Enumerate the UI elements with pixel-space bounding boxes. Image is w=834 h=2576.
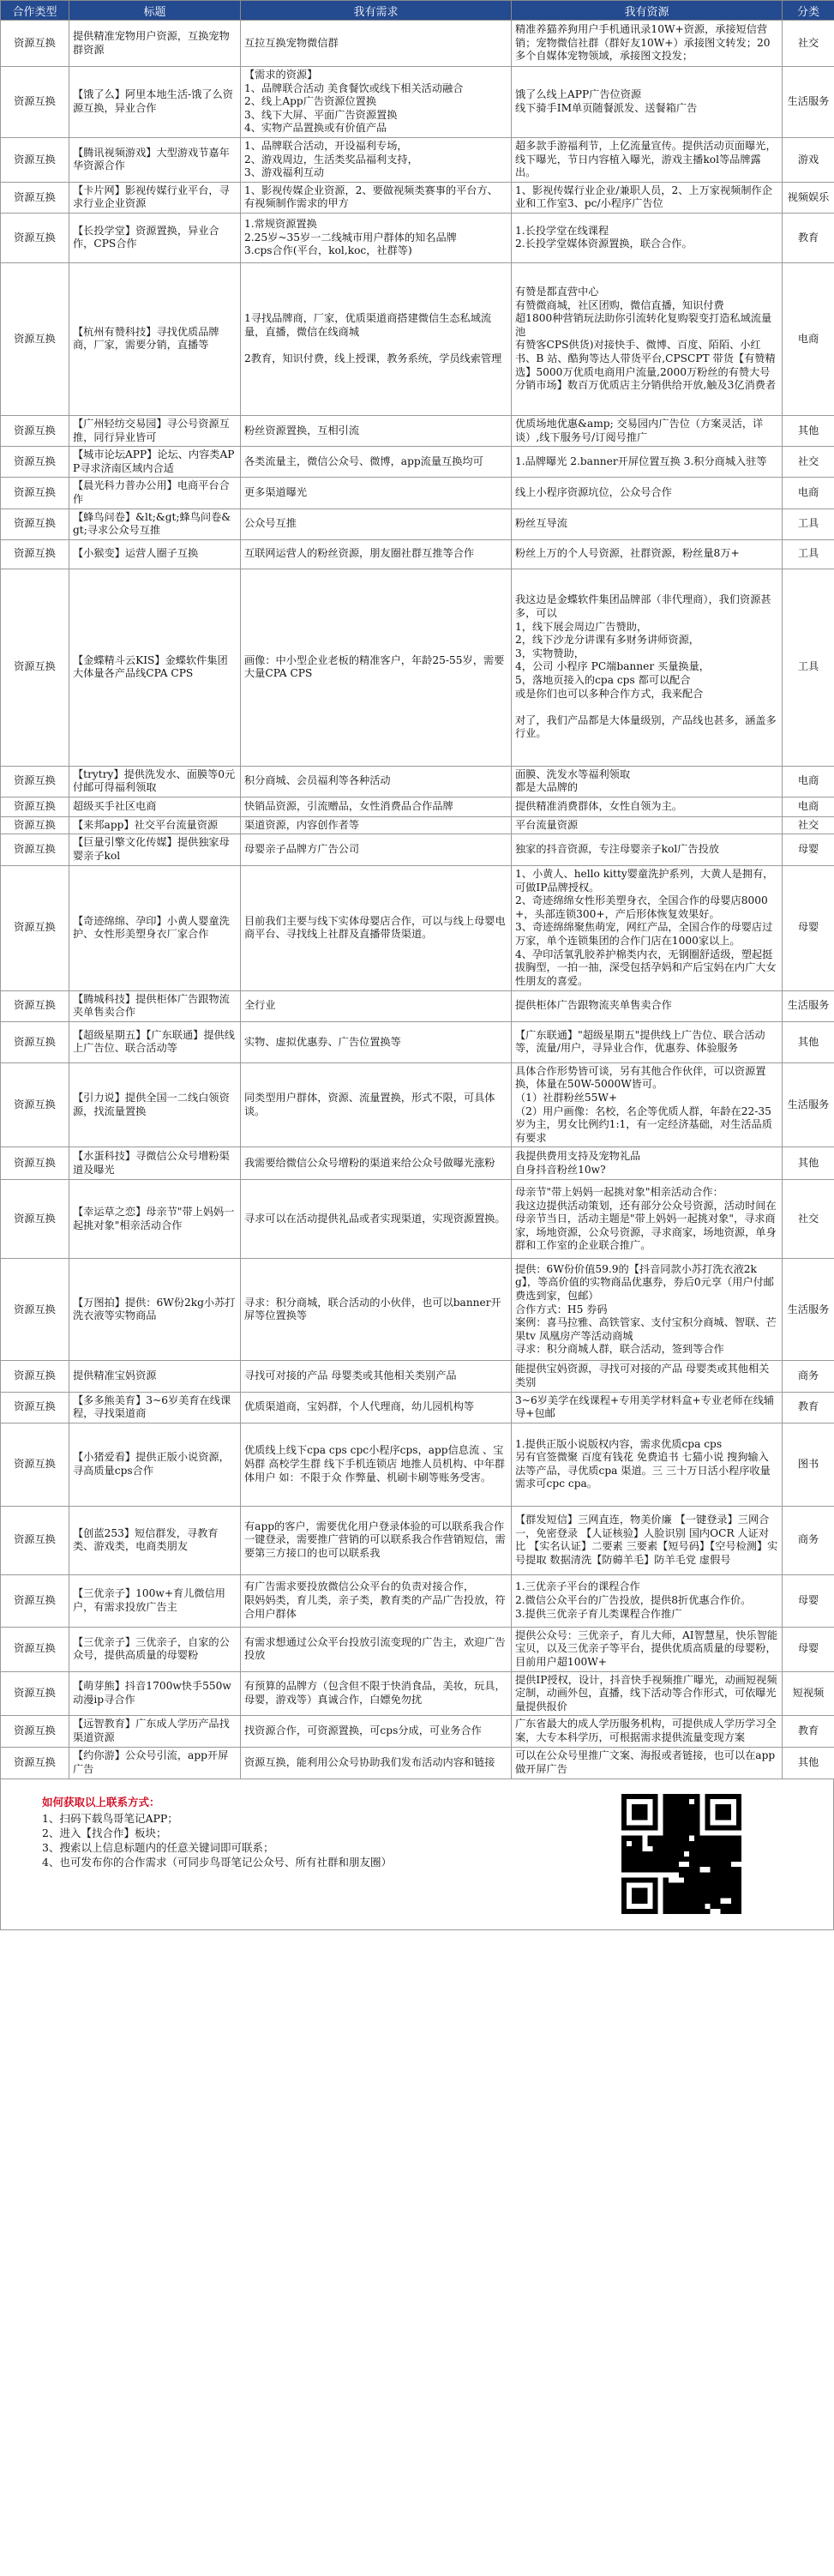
cell-need: 寻求：积分商城，联合活动的小伙伴，也可以banner开屏等位置换等 xyxy=(241,1259,512,1361)
cell-resource: 饿了么线上APP广告位资源 线下骑手IM单页随餐派发、送餐箱广告 xyxy=(512,67,783,138)
cell-need: 各类流量主，微信公众号、微博，app流量互换均可 xyxy=(241,447,512,478)
cell-title: 【小猴变】运营人圈子互换 xyxy=(69,539,241,569)
cell-category: 电商 xyxy=(783,797,834,816)
cell-category: 教育 xyxy=(783,1716,834,1747)
cell-category: 短视频 xyxy=(783,1671,834,1716)
cell-title: 【来邦app】社交平台流量资源 xyxy=(69,816,241,834)
cell-category: 生活服务 xyxy=(783,990,834,1021)
header-resource: 我有资源 xyxy=(512,1,783,21)
cell-type: 资源互换 xyxy=(1,1021,69,1062)
cell-resource: 1.提供正版小说版权内容，需求优质cpa cps 另有官签微聚 百度有钱花 免费追书 七猫小说 搜狗输入法等产品，寻优质cpa 渠道。三 三十万日活小程序收量 需求可cpc cpa。 xyxy=(512,1423,783,1506)
cell-title: 【腾城科技】提供柜体广告跟物流夹单售卖合作 xyxy=(69,990,241,1021)
cell-type: 资源互换 xyxy=(1,213,69,262)
cell-category: 生活服务 xyxy=(783,1062,834,1147)
cell-category: 教育 xyxy=(783,1392,834,1423)
table-row xyxy=(1,1671,834,1716)
cell-title: 【卡片网】影视传媒行业平台，寻求行业企业资源 xyxy=(69,182,241,213)
cell-type: 资源互换 xyxy=(1,1361,69,1392)
table-row xyxy=(1,1259,834,1361)
cell-type: 资源互换 xyxy=(1,990,69,1021)
cell-resource: 母亲节"带上妈妈一起挑对象"相亲活动合作： 我这边提供活动策划，还有部分公众号资源，活动时间在母亲节当日，活动主题是"带上妈妈一起挑对象"，寻求商家，场地资源，公众号资源，寻求商家，场地资源，单身群和工作室的企业联合推广。 xyxy=(512,1180,783,1259)
cell-title: 【金蝶精斗云KIS】金蝶软件集团大体量各产品线CPA CPS xyxy=(69,569,241,766)
cell-title: 【广州轻纺交易园】寻公号资源互推，同行异业皆可 xyxy=(69,415,241,446)
table-row xyxy=(1,21,834,67)
cell-resource: 面膜、洗发水等福利领取 都是大品牌的 xyxy=(512,766,783,797)
cell-resource: 粉丝互导流 xyxy=(512,509,783,539)
cell-category: 商务 xyxy=(783,1361,834,1392)
cell-need: 1、影视传媒企业资源，2、要做视频类赛事的平台方、有视频制作需求的甲方 xyxy=(241,182,512,213)
cell-type: 资源互换 xyxy=(1,1671,69,1716)
cell-type: 资源互换 xyxy=(1,865,69,990)
cell-title: 【trytry】提供洗发水、面膜等0元付邮可得福利领取 xyxy=(69,766,241,797)
cell-category: 生活服务 xyxy=(783,67,834,138)
table-row xyxy=(1,1147,834,1180)
table-row xyxy=(1,1716,834,1747)
cell-type: 资源互换 xyxy=(1,21,69,67)
cell-title: 【远智教育】广东成人学历产品找渠道资源 xyxy=(69,1716,241,1747)
table-row xyxy=(1,1423,834,1506)
header-category: 分类 xyxy=(783,1,834,21)
cell-type: 资源互换 xyxy=(1,447,69,478)
table-row xyxy=(1,137,834,182)
cell-category: 其他 xyxy=(783,415,834,446)
table-row xyxy=(1,447,834,478)
cell-type: 资源互换 xyxy=(1,766,69,797)
contact-step: 2、进入【找合作】板块； xyxy=(42,1826,167,1839)
cell-type: 资源互换 xyxy=(1,415,69,446)
cell-need: 画像：中小型企业老板的精准客户，年龄25-55岁，需要大量CPA CPS xyxy=(241,569,512,766)
cell-need: 更多渠道曝光 xyxy=(241,478,512,509)
cell-resource: 1.三优亲子平台的课程合作 2.微信公众平台的广告投放，提供8折优惠合作价。 3.提供三优亲子育儿类课程合作推广 xyxy=(512,1574,783,1627)
table-row xyxy=(1,1062,834,1147)
cell-title: 【奇迹绵绵、孕印】小黄人婴童洗护、女性形美塑身衣厂家合作 xyxy=(69,865,241,990)
cell-resource: 广东省最大的成人学历服务机构，可提供成人学历学习全案，大专本科学历，可根据需求提供流量变现方案 xyxy=(512,1716,783,1747)
cell-need: 优质渠道商，宝妈群，个人代理商，幼儿园机构等 xyxy=(241,1392,512,1423)
table-row xyxy=(1,1361,834,1392)
table-row xyxy=(1,182,834,213)
cell-need: 积分商城、会员福利等各种活动 xyxy=(241,766,512,797)
cell-title: 【小猪爱看】提供正版小说资源，寻高质量cps合作 xyxy=(69,1423,241,1506)
cell-category: 社交 xyxy=(783,816,834,834)
cell-need: 互拉互换宠物微信群 xyxy=(241,21,512,67)
cell-category: 视频娱乐 xyxy=(783,182,834,213)
cell-category: 其他 xyxy=(783,1747,834,1779)
cell-title: 【创蓝253】短信群发，寻教育类、游戏类，电商类朋友 xyxy=(69,1506,241,1574)
table-row xyxy=(1,865,834,990)
cell-type: 资源互换 xyxy=(1,1574,69,1627)
cell-type: 资源互换 xyxy=(1,1062,69,1147)
cell-category: 教育 xyxy=(783,213,834,262)
contact-instructions xyxy=(1,1779,530,1929)
cell-resource: 【广东联通】"超级星期五"提供线上广告位、联合活动等，流量/用户，寻异业合作，优惠券、体验服务 xyxy=(512,1021,783,1062)
cell-category: 工具 xyxy=(783,509,834,539)
contact-footer xyxy=(0,1779,834,1930)
cell-resource: 可以在公众号里推广文案、海报或者链接，也可以在app做开屏广告 xyxy=(512,1747,783,1779)
cell-type: 资源互换 xyxy=(1,1180,69,1259)
contact-title: 如何获取以上联系方式： xyxy=(42,1795,160,1809)
cell-title: 提供精准宠物用户资源，互换宠物群资源 xyxy=(69,21,241,67)
cell-title: 【杭州有赞科技】寻找优质品牌商，厂家，需要分销，直播等 xyxy=(69,262,241,415)
cell-need: 寻求可以在活动提供礼品或者实现渠道，实现资源置换。 xyxy=(241,1180,512,1259)
cell-need: 实物、虚拟优惠券、广告位置换等 xyxy=(241,1021,512,1062)
contact-step: 1、扫码下载鸟哥笔记APP； xyxy=(42,1811,178,1825)
table-row xyxy=(1,1574,834,1627)
table-row xyxy=(1,539,834,569)
cell-need: 1、品牌联合活动，开设福利专场， 2、游戏周边，生活类奖品福利支持， 3、游戏福利互动 xyxy=(241,137,512,182)
table-row xyxy=(1,569,834,766)
cell-resource: 具体合作形势皆可谈，另有其他合作伙伴，可以资源置换，体量在50W-5000W皆可。 （1）社群粉丝55W+ （2）用户画像：名校，名企等优质人群，年龄在22-35岁为主，男女比例约1:1，有一定经济基础，对生活品质有要求 xyxy=(512,1062,783,1147)
cell-category: 母婴 xyxy=(783,834,834,865)
qr-code-area xyxy=(530,1779,833,1929)
cell-resource: 1.品牌曝光 2.banner开屏位置互换 3.积分商城入驻等 xyxy=(512,447,783,478)
cell-resource: 1.长投学堂在线课程 2.长投学堂媒体资源置换，联合合作。 xyxy=(512,213,783,262)
cell-category: 社交 xyxy=(783,21,834,67)
cell-resource: 我提供费用支持及宠物礼品 自身抖音粉丝10w? xyxy=(512,1147,783,1180)
cell-need: 渠道资源，内容创作者等 xyxy=(241,816,512,834)
table-body xyxy=(1,21,834,1779)
cell-title: 【晨光科力普办公用】电商平台合作 xyxy=(69,478,241,509)
cell-resource: 精准养猫养狗用户手机通讯录10W+资源，承接短信营销；宠物微信社群（群好友10W+）承接图文转发；20多个自媒体宠物领域，承接图文投发； xyxy=(512,21,783,67)
cell-type: 资源互换 xyxy=(1,67,69,138)
header-type: 合作类型 xyxy=(1,1,69,21)
cell-title: 【饿了么】阿里本地生活-饿了么资源互换，异业合作 xyxy=(69,67,241,138)
cell-type: 资源互换 xyxy=(1,539,69,569)
table-row xyxy=(1,1506,834,1574)
cell-category: 生活服务 xyxy=(783,1259,834,1361)
cell-resource: 独家的抖音资源，专注母婴亲子kol广告投放 xyxy=(512,834,783,865)
cell-title: 【腾讯视频游戏】大型游戏节嘉年华资源合作 xyxy=(69,137,241,182)
cell-category: 工具 xyxy=(783,539,834,569)
cell-need: 寻找可对接的产品 母婴类或其他相关类别产品 xyxy=(241,1361,512,1392)
cell-need: 优质线上线下cpa cps cpc小程序cps，app信息流 、宝妈群 高校学生群 线下手机连锁店 地推人员机构、中年群体用户 如：不限于众 作弊量、机刷卡刷等账务受害。 xyxy=(241,1423,512,1506)
cell-category: 社交 xyxy=(783,1180,834,1259)
cell-resource: 我这边是金蝶软件集团品牌部（非代理商），我们资源甚多，可以 1，线下展会周边广告赞助， 2，线下沙龙分讲课有多财务讲师资源， 3，实物赞助， 4，公司 小程序 PC端banner 买量换量， 5，落地页接入的cpa cps 都可以配合 或是你们也可以多种合作方式，我来配合 对了，我们产品都是大体量级别，产品线也甚多，涵盖多行业。 xyxy=(512,569,783,766)
table-row xyxy=(1,797,834,816)
table-row xyxy=(1,834,834,865)
cell-category: 电商 xyxy=(783,766,834,797)
cell-category: 图书 xyxy=(783,1423,834,1506)
cell-resource: 【群发短信】三网直连，物美价廉 【一键登录】三网合一，免密登录 【人证核验】人脸识别 国内OCR 人证对比 【实名认证】二要素 三要素【短号码】【空号检测】实号提取 数据清洗【防薅羊毛】防羊毛党 虚假号 xyxy=(512,1506,783,1574)
cell-title: 【约你游】公众号引流，app开屏广告 xyxy=(69,1747,241,1779)
cell-category: 母婴 xyxy=(783,865,834,990)
cell-need: 全行业 xyxy=(241,990,512,1021)
cell-resource: 优质场地优惠&amp; 交易园内广告位（方案灵活，详谈）,线下服务号/订阅号推广 xyxy=(512,415,783,446)
table-row xyxy=(1,1627,834,1671)
header-title: 标题 xyxy=(69,1,241,21)
cell-need: 找资源合作，可资源置换，可cps分成，可业务合作 xyxy=(241,1716,512,1747)
cell-need: 粉丝资源置换，互相引流 xyxy=(241,415,512,446)
cell-category: 母婴 xyxy=(783,1574,834,1627)
cell-title: 超级买手社区电商 xyxy=(69,797,241,816)
cell-type: 资源互换 xyxy=(1,1627,69,1671)
cell-category: 电商 xyxy=(783,478,834,509)
cell-category: 工具 xyxy=(783,569,834,766)
cell-resource: 提供IP授权，设计，抖音快手视频推广曝光，动画短视频定制，动画外包，直播，线下活动等合作形式，可依曝光量提供报价 xyxy=(512,1671,783,1716)
cell-resource: 平台流量资源 xyxy=(512,816,783,834)
cell-need: 1.常规资源置换 2.25岁~35岁一二线城市用户群体的知名品牌 3.cps合作(平台，kol,koc，社群等) xyxy=(241,213,512,262)
table-row xyxy=(1,990,834,1021)
cell-resource: 提供公众号：三优亲子，育儿大师，AI智慧星，快乐智能宝贝，以及三优亲子等平台，提供优质高质量的母婴粉，目前用户超100W+ xyxy=(512,1627,783,1671)
cell-resource: 1、影视传媒行业企业/兼职人员，2、上万家视频制作企业和工作室3、pc/小程序广告位 xyxy=(512,182,783,213)
cell-resource: 提供：6W份价值59.9的【抖音同款小苏打洗衣液2kg】，等高价值的实物商品优惠券，券后0元享（用户付邮费选到家，包邮） 合作方式：H5 券码 案例：喜马拉雅、高铁管家、支付宝积分商城、智联、芒果tv 凤凰房产等活动商城 寻求：积分商城人群，联合活动，签到等合作 xyxy=(512,1259,783,1361)
cell-type: 资源互换 xyxy=(1,478,69,509)
cell-need: 资源互换，能利用公众号协助我们发布活动内容和链接 xyxy=(241,1747,512,1779)
cell-type: 资源互换 xyxy=(1,1259,69,1361)
cell-resource: 能提供宝妈资源，寻找可对接的产品 母婴类或其他相关类别 xyxy=(512,1361,783,1392)
cell-need: 有预算的品牌方（包含但不限于快消食品，美妆，玩具，母婴，游戏等）真诚合作，白嫖免勿扰 xyxy=(241,1671,512,1716)
cell-type: 资源互换 xyxy=(1,182,69,213)
cell-type: 资源互换 xyxy=(1,1716,69,1747)
cell-title: 【多多熊美育】3~6岁美育在线课程，寻找渠道商 xyxy=(69,1392,241,1423)
cell-title: 【超级星期五】【广东联通】提供线上广告位、联合活动等 xyxy=(69,1021,241,1062)
table-row xyxy=(1,67,834,138)
cell-title: 【万图拍】提供：6W份2kg小苏打洗衣液等实物商品 xyxy=(69,1259,241,1361)
cell-title: 【引力说】提供全国一二线白领资源，找流量置换 xyxy=(69,1062,241,1147)
cell-category: 游戏 xyxy=(783,137,834,182)
cell-resource: 提供精准消费群体，女性自领为主。 xyxy=(512,797,783,816)
header-row xyxy=(1,1,834,21)
cell-need: 1寻找品牌商，厂家，优质渠道商搭建微信生态私域流量，直播，微信在线商城 2教育，知识付费，线上授课，教务系统，学员线索管理 xyxy=(241,262,512,415)
table-row xyxy=(1,478,834,509)
cell-type: 资源互换 xyxy=(1,1506,69,1574)
table-row xyxy=(1,766,834,797)
table-row xyxy=(1,415,834,446)
cell-type: 资源互换 xyxy=(1,834,69,865)
cell-title: 【长投学堂】资源置换，异业合作，CPS合作 xyxy=(69,213,241,262)
cell-title: 【城市论坛APP】论坛、内容类APP寻求济南区域内合适 xyxy=(69,447,241,478)
cell-type: 资源互换 xyxy=(1,509,69,539)
cell-need: 【需求的资源】 1、品牌联合活动 美食餐饮或线下相关活动融合 2、线上App广告资源位置换 3、线下大屏、平面广告资源置换 4、实物产品置换或有价值产品 xyxy=(241,67,512,138)
cell-need: 目前我们主要与线下实体母婴店合作，可以与线上母婴电商平台、寻找线上社群及直播带货渠道。 xyxy=(241,865,512,990)
cell-need: 有广告需求要投放微信公众平台的负责对接合作， 限妈妈类，育儿类，亲子类，教育类的产品广告投放，符合用户群体 xyxy=(241,1574,512,1627)
table-row xyxy=(1,1021,834,1062)
contact-step: 4、也可发布你的合作需求（可同步鸟哥笔记公众号、所有社群和朋友圈） xyxy=(42,1855,392,1869)
cell-category: 电商 xyxy=(783,262,834,415)
cell-resource: 超多款手游福利节，上亿流量宣传。提供活动页面曝光，线下曝光，节日内容植入曝光，游戏主播kol等品牌露出。 xyxy=(512,137,783,182)
cell-resource: 粉丝上万的个人号资源，社群资源，粉丝量8万+ xyxy=(512,539,783,569)
cell-need: 有需求想通过公众平台投放引流变现的广告主，欢迎广告投放 xyxy=(241,1627,512,1671)
cell-category: 商务 xyxy=(783,1506,834,1574)
table-row xyxy=(1,509,834,539)
cell-resource: 线上小程序资源坑位，公众号合作 xyxy=(512,478,783,509)
table-row xyxy=(1,262,834,415)
cell-type: 资源互换 xyxy=(1,262,69,415)
table-row xyxy=(1,1180,834,1259)
cell-category: 社交 xyxy=(783,447,834,478)
cell-title: 【萌芽熊】抖音1700w快手550w动漫ip寻合作 xyxy=(69,1671,241,1716)
cell-need: 我需要给微信公众号增粉的渠道来给公众号做曝光涨粉 xyxy=(241,1147,512,1180)
cell-type: 资源互换 xyxy=(1,1747,69,1779)
cell-type: 资源互换 xyxy=(1,569,69,766)
cell-title: 【水蛋科技】寻微信公众号增粉渠道及曝光 xyxy=(69,1147,241,1180)
cell-title: 【三优亲子】三优亲子，自家的公众号，提供高质量的母婴粉 xyxy=(69,1627,241,1671)
cell-need: 母婴亲子品牌方广告公司 xyxy=(241,834,512,865)
cell-title: 提供精准宝妈资源 xyxy=(69,1361,241,1392)
cell-type: 资源互换 xyxy=(1,816,69,834)
cell-resource: 3~6岁美学在线课程+专用美学材料盒+专业老师在线辅导+包邮 xyxy=(512,1392,783,1423)
header-need: 我有需求 xyxy=(241,1,512,21)
table-row xyxy=(1,213,834,262)
cell-type: 资源互换 xyxy=(1,1392,69,1423)
cell-title: 【蜂鸟问卷】&lt;&gt;蜂鸟问卷&gt;寻求公众号互推 xyxy=(69,509,241,539)
cell-type: 资源互换 xyxy=(1,1147,69,1180)
cell-need: 同类型用户群体，资源、流量置换，形式不限，可具体谈。 xyxy=(241,1062,512,1147)
cell-type: 资源互换 xyxy=(1,797,69,816)
cell-category: 其他 xyxy=(783,1147,834,1180)
cell-resource: 有赞是都直营中心 有赞微商城，社区团购，微信直播，知识付费 超1800种营销玩法助你引流转化复购裂变打造私域流量池 有赞客CPS供货)对接快手、微博、百度、陌陌、小红书、B 站、酷狗等达人带货平台,CPSCPT 带货【有赞精选】5000万优质电商用户流量,2000万粉丝的有赞大号分销市场】数百万优质店主分销供给开放,触及3亿消费者 xyxy=(512,262,783,415)
cell-need: 公众号互推 xyxy=(241,509,512,539)
qr-code-icon[interactable] xyxy=(616,1789,747,1919)
cell-type: 资源互换 xyxy=(1,1423,69,1506)
cell-title: 【三优亲子】100w+育儿微信用户，有需求投放广告主 xyxy=(69,1574,241,1627)
cell-category: 母婴 xyxy=(783,1627,834,1671)
cell-type: 资源互换 xyxy=(1,137,69,182)
cell-need: 快销品资源，引流赠品，女性消费品合作品牌 xyxy=(241,797,512,816)
cell-category: 其他 xyxy=(783,1021,834,1062)
cell-resource: 提供柜体广告跟物流夹单售卖合作 xyxy=(512,990,783,1021)
table-row xyxy=(1,1747,834,1779)
table-row xyxy=(1,1392,834,1423)
cell-title: 【幸运草之恋】母亲节"带上妈妈一起挑对象"相亲活动合作 xyxy=(69,1180,241,1259)
cell-title: 【巨量引擎文化传媒】提供独家母婴亲子kol xyxy=(69,834,241,865)
cell-need: 有app的客户，需要优化用户登录体验的可以联系我合作一键登录，需要推广营销的可以联系我合作营销短信，需要第三方接口的也可以联系我 xyxy=(241,1506,512,1574)
cell-need: 互联网运营人的粉丝资源，朋友圈社群互推等合作 xyxy=(241,539,512,569)
contact-step: 3、搜索以上信息标题内的任意关键词即可联系； xyxy=(42,1840,274,1854)
cell-resource: 1、小黄人、hello kitty婴童洗护系列，大黄人是拥有，可做IP品牌授权。 2、奇迹绵绵女性形美塑身衣，全国合作的母婴店8000+，头部连锁300+，产后形体恢复效果好。 3、奇迹绵绵聚焦萌宠，网红产品，全国合作的母婴店过万家，单个连锁集团的合作门店在1000家以上。 4、孕印活氧乳胶养护棉类内衣，无钢圈舒适级，塑起挺拔胸型，一拍一抽，深受包括孕妈和产后宝妈在内广大女性朋友的喜爱。 xyxy=(512,865,783,990)
table-row xyxy=(1,816,834,834)
